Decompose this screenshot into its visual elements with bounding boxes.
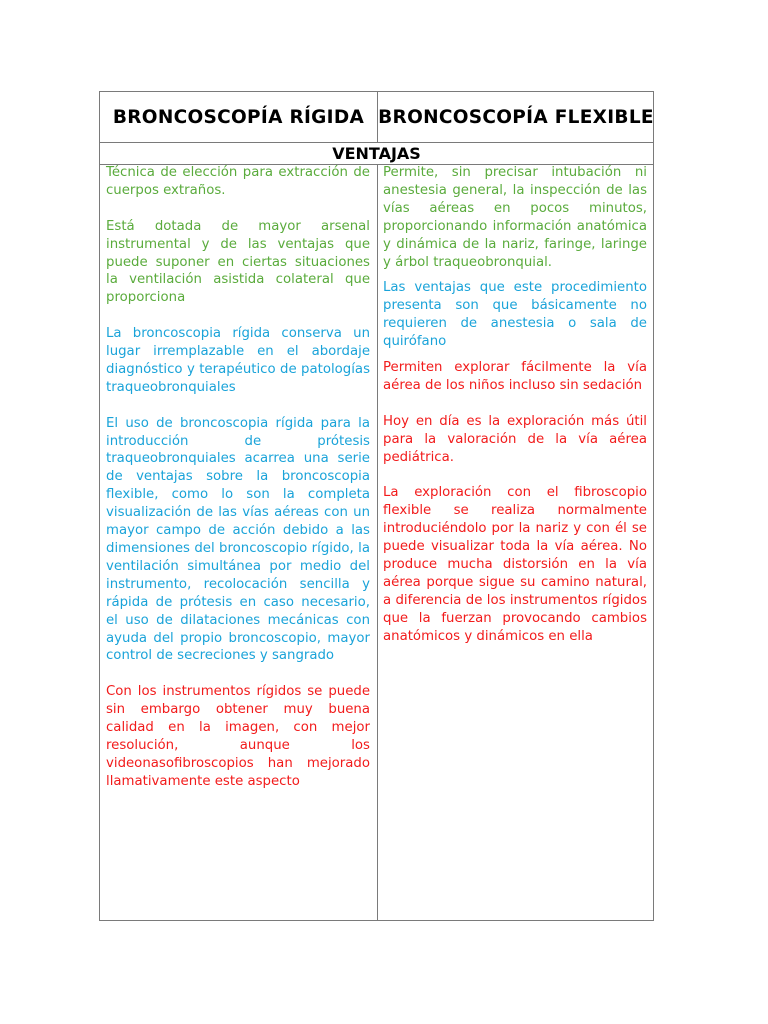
header-flexible: BRONCOSCOPÍA FLEXIBLE	[378, 106, 654, 128]
rigid-paragraph-1: Técnica de elección para extracción de cuerpos extraños.	[106, 165, 370, 198]
flexible-paragraph-4: Hoy en día es la exploración más útil para la valoración de la vía aérea pediátrica.	[383, 413, 647, 465]
rigid-paragraph-3: La broncoscopia rígida conserva un lugar irremplazable en el abordaje diagnóstico y terapéutico de patologías traqueobronquiales	[106, 326, 370, 395]
flexible-paragraph-1: Permite, sin precisar intubación ni anestesia general, la inspección de las vías aéreas en pocos minutos, proporcionando información anatómica y dinámica de la nariz, faringe, laringe y árbol traqueobronquial.	[383, 165, 647, 270]
rigid-paragraph-5: Con los instrumentos rígidos se puede sin embargo obtener muy buena calidad en la imagen, con mejor resolución, aunque los videonasofibroscopios han mejorado llamativamente este aspecto	[106, 684, 370, 789]
flexible-paragraph-5: La exploración con el fibroscopio flexible se realiza normalmente introduciéndolo por la nariz y con él se puede visualizar toda la vía aérea. No produce mucha distorsión en la vía aérea porque sigue su camino natural, a diferencia de los instrumentos rígidos que la fuerzan provocando cambios anatómicos y dinámicos en ella	[383, 485, 647, 644]
subheader-ventajas: VENTAJAS	[332, 144, 421, 163]
column-divider-body	[377, 164, 378, 920]
header-rigid: BRONCOSCOPÍA RÍGIDA	[112, 106, 365, 128]
rigid-advantages-column	[106, 164, 370, 809]
rigid-paragraph-2: Está dotada de mayor arsenal instrumental y de las ventajas que puede suponer en ciertas situaciones la ventilación asistida colateral que proporciona	[106, 218, 370, 306]
flexible-paragraph-2: Las ventajas que este procedimiento presenta son que básicamente no requieren de anestesia o sala de quirófano	[383, 280, 647, 350]
comparison-table	[99, 91, 654, 921]
rigid-paragraph-4: El uso de broncoscopia rígida para la introducción de prótesis traqueobronquiales acarrea una serie de ventajas sobre la broncoscopia flexible, como lo son la completa visualización de las vías aéreas con un mayor campo de acción debido a las dimensiones del broncoscopio rígido, la ventilación simultánea por medio del instrumento, recolocación sencilla y rápida de prótesis en caso necesario, el uso de dilataciones mecánicas con ayuda del propio broncoscopio, mayor control de secreciones y sangrado	[106, 415, 370, 664]
flexible-advantages-column	[383, 164, 647, 663]
flexible-paragraph-3: Permiten explorar fácilmente la vía aérea de los niños incluso sin sedación	[383, 360, 647, 393]
